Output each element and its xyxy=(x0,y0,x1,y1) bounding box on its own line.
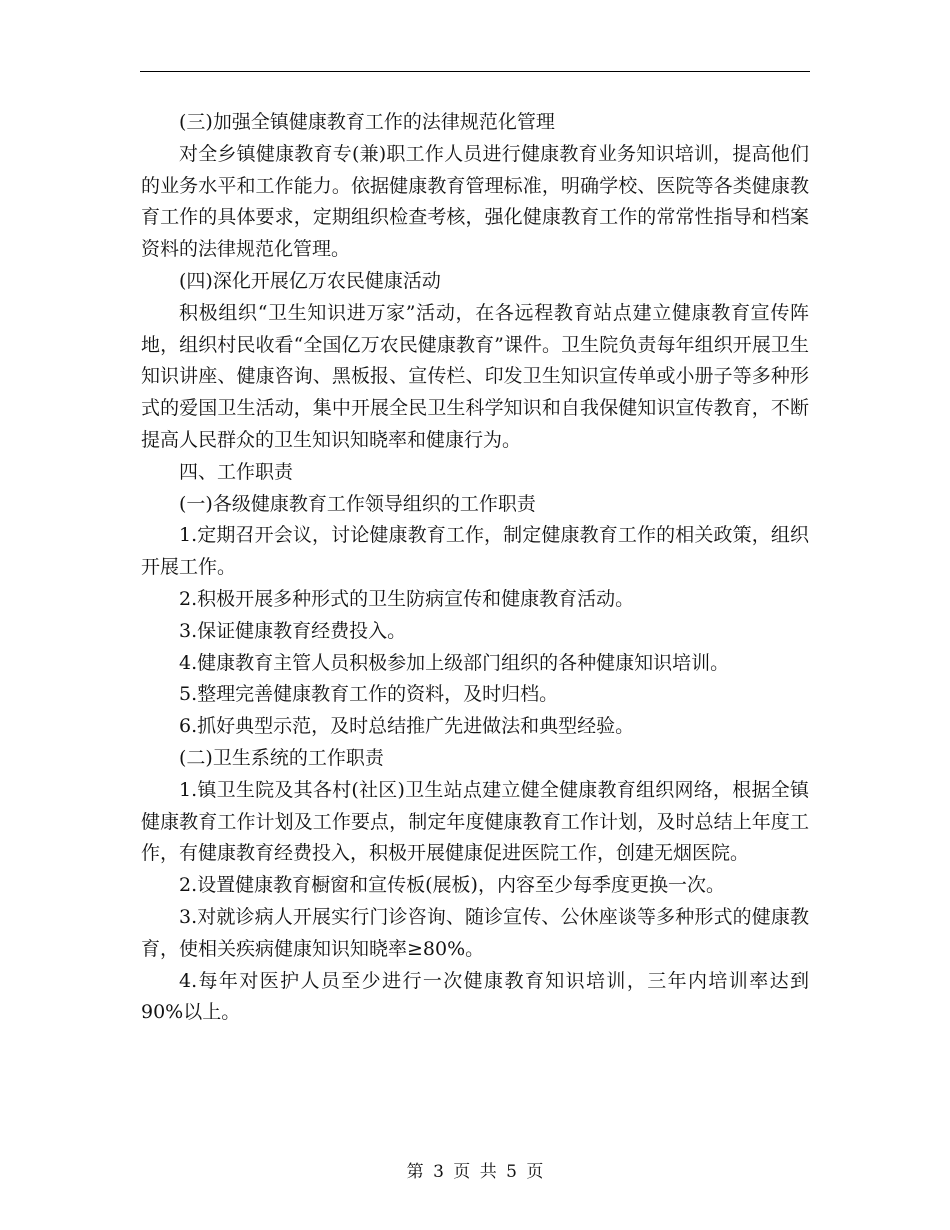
chapter-heading: 四、工作职责 xyxy=(179,460,294,483)
list-item: 1.镇卫生院及其各村(社区)卫生站点建立健全健康教育组织网络，根据全镇健康教育工作计划及工作要点，制定年度健康教育工作计划，及时总结上年度工作，有健康教育经费投入，积极开展健康促进医院工作，创建无烟医院。 xyxy=(141,778,809,865)
list-item: 1.定期召开会议，讨论健康教育工作，制定健康教育工作的相关政策，组织开展工作。 xyxy=(141,524,809,579)
list-item: 3.保证健康教育经费投入。 xyxy=(179,619,407,642)
list-item: 4.每年对医护人员至少进行一次健康教育知识培训，三年内培训率达到90%以上。 xyxy=(141,969,809,1024)
list-item: 3.对就诊病人开展实行门诊咨询、随诊宣传、公休座谈等多种形式的健康教育，使相关疾病健康知识知晓率≥80%。 xyxy=(141,905,809,960)
section-heading: (三)加强全镇健康教育工作的法律规范化管理 xyxy=(179,111,555,133)
list-item: 4.健康教育主管人员积极参加上级部门组织的各种健康知识培训。 xyxy=(179,651,730,674)
section-heading: (一)各级健康教育工作领导组织的工作职责 xyxy=(179,492,536,515)
list-item: 2.设置健康教育橱窗和宣传板(展板)，内容至少每季度更换一次。 xyxy=(179,874,725,897)
paragraph: 对全乡镇健康教育专(兼)职工作人员进行健康教育业务知识培训，提高他们的业务水平和工作能力。依据健康教育管理标准，明确学校、医院等各类健康教育工作的具体要求，定期组织检查考核，强化健康教育工作的常常性指导和档案资料的法律规范化管理。 xyxy=(141,142,809,261)
page-number-footer: 第 3 页 共 5 页 xyxy=(406,1162,544,1182)
document-body xyxy=(141,107,809,1029)
list-item: 5.整理完善健康教育工作的资料，及时归档。 xyxy=(179,683,559,706)
section-heading: (二)卫生系统的工作职责 xyxy=(179,746,384,769)
section-heading: (四)深化开展亿万农民健康活动 xyxy=(179,269,441,292)
list-item: 2.积极开展多种形式的卫生防病宣传和健康教育活动。 xyxy=(179,587,635,610)
list-item: 6.抓好典型示范，及时总结推广先进做法和典型经验。 xyxy=(179,715,635,738)
paragraph: 积极组织“卫生知识进万家”活动，在各远程教育站点建立健康教育宣传阵地，组织村民收看“全国亿万农民健康教育”课件。卫生院负责每年组织开展卫生知识讲座、健康咨询、黑板报、宣传栏、印发卫生知识宣传单或小册子等多种形式的爱国卫生活动，集中开展全民卫生科学知识和自我保健知识宣传教育，不断提高人民群众的卫生知识知晓率和健康行为。 xyxy=(141,301,809,451)
header-rule xyxy=(140,71,810,72)
